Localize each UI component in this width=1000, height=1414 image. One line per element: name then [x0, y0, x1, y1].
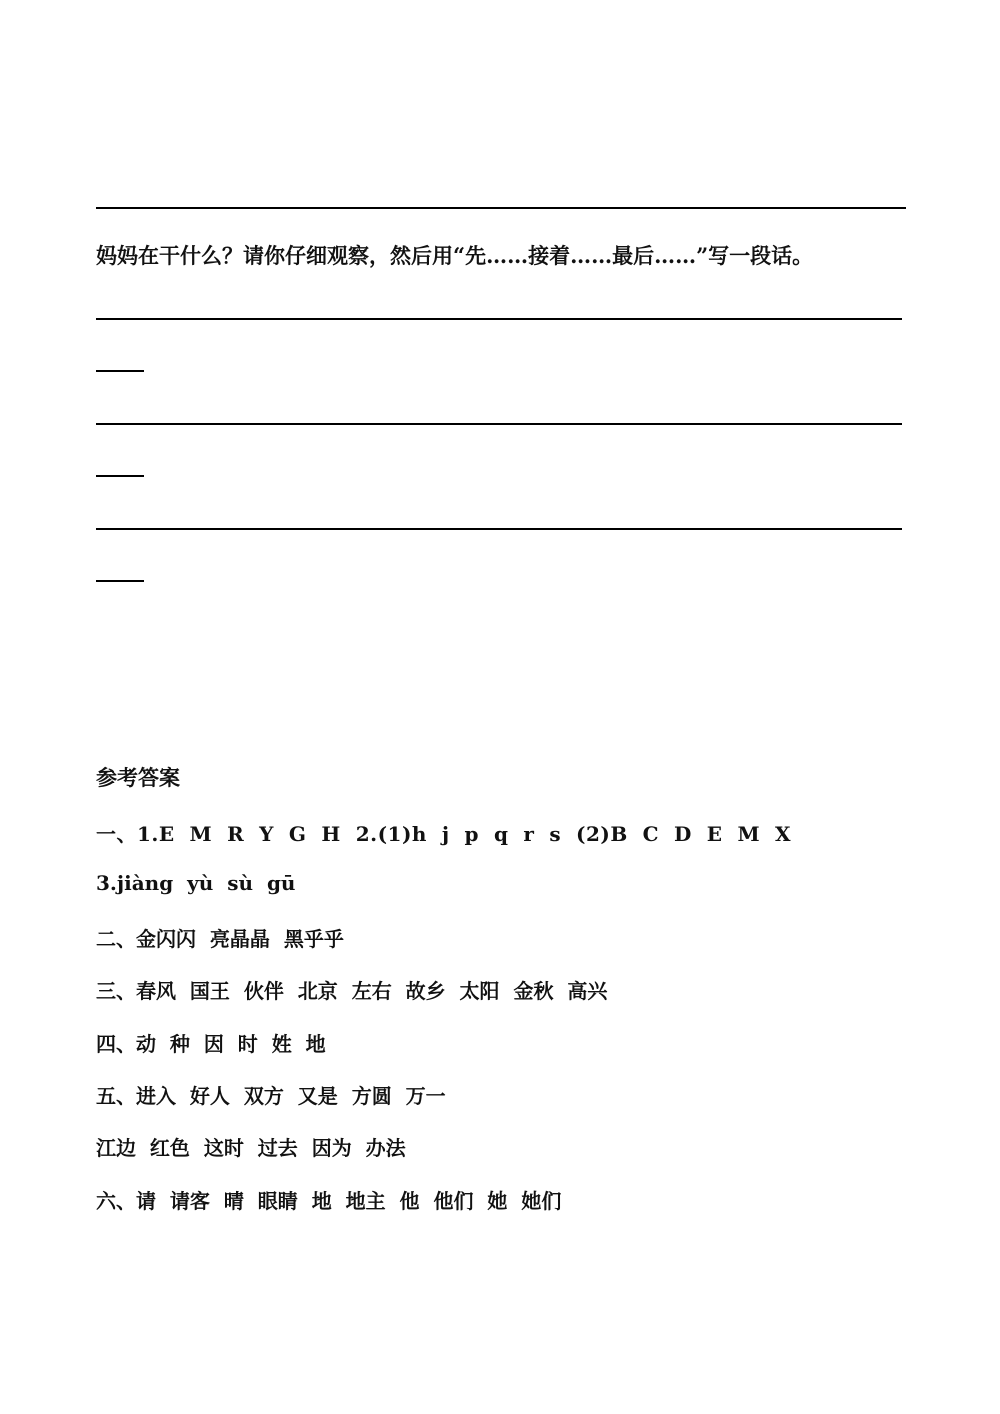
answer-line-4: 三、春风 国王 伙伴 北京 左右 故乡 太阳 金秋 高兴	[96, 979, 608, 1003]
top-rule	[96, 207, 906, 209]
answer-line-7: 江边 红色 这时 过去 因为 办法	[96, 1136, 406, 1160]
answer-line-3: 二、金闪闪 亮晶晶 黑乎乎	[96, 927, 344, 951]
question-prompt: 妈妈在干什么？请你仔细观察，然后用“先……接着……最后……”写一段话。	[96, 243, 814, 268]
answer-line-1: 一、1.E M R Y G H 2.(1)h j p q r s (2)B C D E M X	[96, 822, 792, 846]
writing-line-2	[96, 423, 902, 425]
writing-line-3-tail	[96, 580, 144, 582]
answer-line-8: 六、请 请客 晴 眼睛 地 地主 他 他们 她 她们	[96, 1189, 562, 1213]
answer-line-5: 四、动 种 因 时 姓 地	[96, 1032, 326, 1056]
answers-heading: 参考答案	[96, 765, 180, 790]
answer-line-2: 3.jiàng yù sù gū	[96, 871, 296, 895]
writing-line-1	[96, 318, 902, 320]
writing-line-2-tail	[96, 475, 144, 477]
answer-line-6: 五、进入 好人 双方 又是 方圆 万一	[96, 1084, 446, 1108]
writing-line-3	[96, 528, 902, 530]
writing-line-1-tail	[96, 370, 144, 372]
